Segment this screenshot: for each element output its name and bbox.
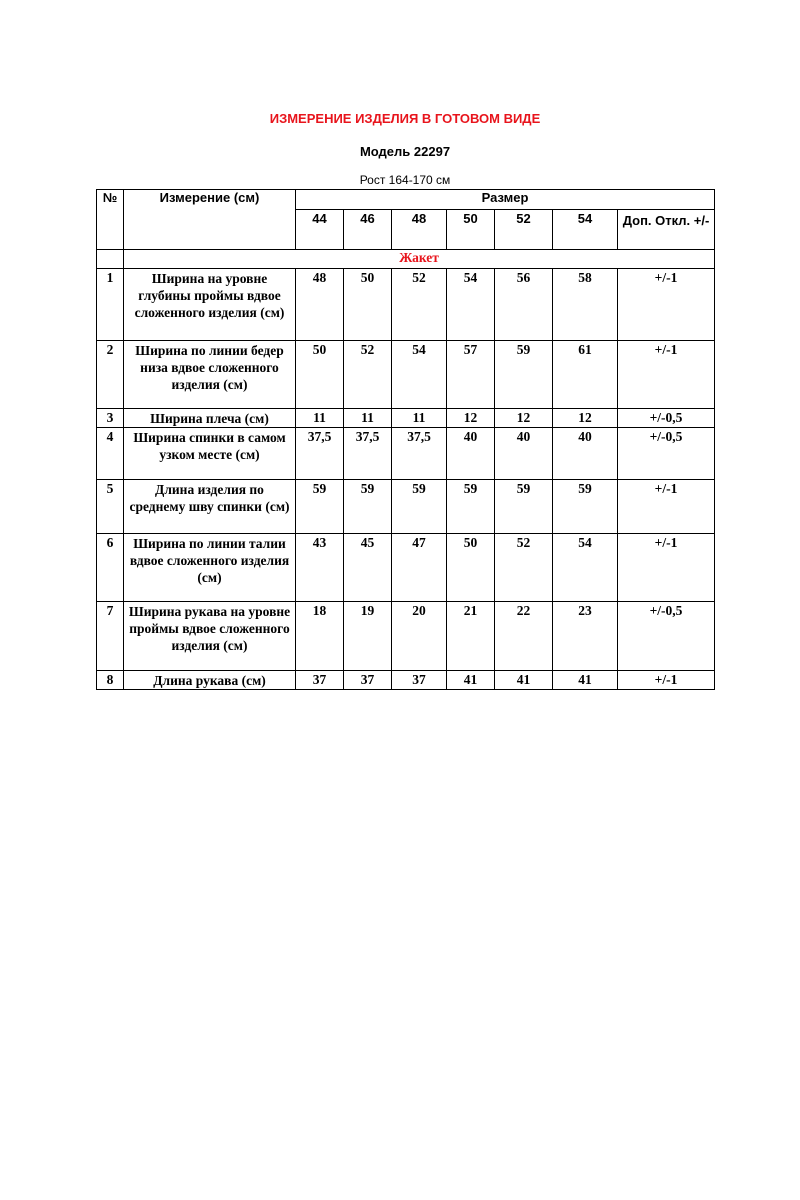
size-value: 20 xyxy=(392,602,447,671)
size-value: 43 xyxy=(296,534,344,602)
size-value: 19 xyxy=(344,602,392,671)
size-value: 52 xyxy=(495,534,553,602)
size-value: 22 xyxy=(495,602,553,671)
size-value: 12 xyxy=(447,409,495,428)
size-value: 41 xyxy=(495,671,553,690)
size-value: 52 xyxy=(344,341,392,409)
size-value: 57 xyxy=(447,341,495,409)
size-value: 40 xyxy=(553,428,618,480)
size-value: 50 xyxy=(344,269,392,341)
size-value: 41 xyxy=(553,671,618,690)
header-size: 46 xyxy=(344,210,392,250)
table-row xyxy=(97,428,715,480)
header-size: 52 xyxy=(495,210,553,250)
measurement-name: Ширина спинки в самом узком месте (см) xyxy=(124,428,296,480)
size-value: 59 xyxy=(495,480,553,534)
row-number: 1 xyxy=(97,269,124,341)
size-value: 40 xyxy=(447,428,495,480)
tolerance-value: +/-1 xyxy=(618,534,715,602)
height-range: Рост 164-170 см xyxy=(359,173,451,187)
row-number: 4 xyxy=(97,428,124,480)
section-title: Жакет xyxy=(124,250,715,269)
measurement-name: Ширина рукава на уровне проймы вдвое сложенного изделия (см) xyxy=(124,602,296,671)
header-size: 54 xyxy=(553,210,618,250)
size-value: 58 xyxy=(553,269,618,341)
table-row xyxy=(97,341,715,409)
measurement-name: Ширина плеча (см) xyxy=(124,409,296,428)
size-value: 47 xyxy=(392,534,447,602)
tolerance-value: +/-0,5 xyxy=(618,602,715,671)
measurement-table xyxy=(96,189,715,690)
size-value: 59 xyxy=(447,480,495,534)
size-value: 54 xyxy=(553,534,618,602)
header-size: 44 xyxy=(296,210,344,250)
size-value: 45 xyxy=(344,534,392,602)
tolerance-value: +/-1 xyxy=(618,269,715,341)
size-value: 37 xyxy=(296,671,344,690)
table-row xyxy=(97,480,715,534)
size-value: 37 xyxy=(392,671,447,690)
size-value: 21 xyxy=(447,602,495,671)
size-value: 48 xyxy=(296,269,344,341)
header-size-group: Размер xyxy=(296,190,715,210)
measurement-name: Ширина по линии бедер низа вдвое сложенного изделия (см) xyxy=(124,341,296,409)
row-number: 5 xyxy=(97,480,124,534)
size-value: 40 xyxy=(495,428,553,480)
row-number: 3 xyxy=(97,409,124,428)
size-value: 37,5 xyxy=(392,428,447,480)
table-row xyxy=(97,602,715,671)
size-value: 41 xyxy=(447,671,495,690)
tolerance-value: +/-1 xyxy=(618,480,715,534)
tolerance-value: +/-1 xyxy=(618,671,715,690)
size-value: 50 xyxy=(296,341,344,409)
size-value: 23 xyxy=(553,602,618,671)
size-value: 37,5 xyxy=(296,428,344,480)
size-value: 59 xyxy=(344,480,392,534)
table-row xyxy=(97,671,715,690)
header-size: 50 xyxy=(447,210,495,250)
row-number: 7 xyxy=(97,602,124,671)
size-value: 37 xyxy=(344,671,392,690)
header-size: 48 xyxy=(392,210,447,250)
size-value: 54 xyxy=(392,341,447,409)
size-value: 52 xyxy=(392,269,447,341)
size-value: 59 xyxy=(553,480,618,534)
document-title: ИЗМЕРЕНИЕ ИЗДЕЛИЯ В ГОТОВОМ ВИДЕ xyxy=(269,111,541,126)
tolerance-value: +/-0,5 xyxy=(618,428,715,480)
header-tolerance: Доп. Откл. +/- xyxy=(618,210,715,250)
size-value: 11 xyxy=(296,409,344,428)
row-number: 8 xyxy=(97,671,124,690)
size-value: 54 xyxy=(447,269,495,341)
measurement-name: Длина рукава (см) xyxy=(124,671,296,690)
table-row xyxy=(97,534,715,602)
row-number: 2 xyxy=(97,341,124,409)
section-spacer xyxy=(97,250,124,269)
size-value: 18 xyxy=(296,602,344,671)
measurement-name: Ширина по линии талии вдвое сложенного изделия (см) xyxy=(124,534,296,602)
size-value: 11 xyxy=(392,409,447,428)
size-value: 50 xyxy=(447,534,495,602)
measurement-name: Ширина на уровне глубины проймы вдвое сложенного изделия (см) xyxy=(124,269,296,341)
size-value: 59 xyxy=(495,341,553,409)
size-value: 59 xyxy=(392,480,447,534)
size-value: 61 xyxy=(553,341,618,409)
table-row xyxy=(97,269,715,341)
table-row xyxy=(97,409,715,428)
header-num: № xyxy=(97,190,124,250)
tolerance-value: +/-1 xyxy=(618,341,715,409)
size-value: 11 xyxy=(344,409,392,428)
size-value: 12 xyxy=(495,409,553,428)
row-number: 6 xyxy=(97,534,124,602)
measurement-name: Длина изделия по среднему шву спинки (см) xyxy=(124,480,296,534)
size-value: 59 xyxy=(296,480,344,534)
tolerance-value: +/-0,5 xyxy=(618,409,715,428)
size-value: 37,5 xyxy=(344,428,392,480)
header-measurement: Измерение (см) xyxy=(124,190,296,250)
size-value: 56 xyxy=(495,269,553,341)
model-number: Модель 22297 xyxy=(359,144,451,159)
size-value: 12 xyxy=(553,409,618,428)
